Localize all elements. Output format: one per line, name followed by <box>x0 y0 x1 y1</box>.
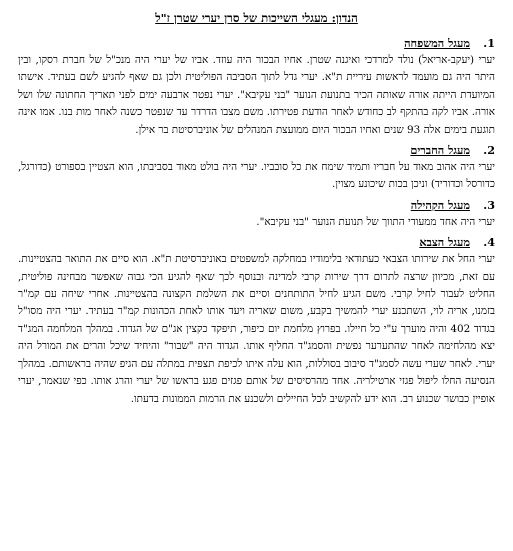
section-header <box>18 197 495 214</box>
section-community <box>18 197 495 231</box>
section-header <box>18 142 495 159</box>
section-body: יערי היה אחד ממעודי התווך של תנועת הנוער "בני עקיבא". <box>256 215 495 228</box>
section-friends <box>18 142 495 194</box>
section-heading: מעגל הצבא <box>419 235 470 250</box>
section-army <box>18 234 495 408</box>
document-title: הנדון: מעגלי השייכות של סרן יערי שטרן ז"ל <box>155 11 358 25</box>
section-number: 4. <box>483 235 495 250</box>
section-number: 2. <box>483 143 495 158</box>
section-heading: מעגל החברים <box>410 143 470 158</box>
section-header <box>18 234 495 251</box>
section-body: יערי היה אהוב מאוד על חבריו ותמיד שימח את כל סובביו. יערי היה בולט מאוד בסביבתו, הוא הצטיין בספורט (כדורגל, כדורסל וכדוריד) וניכן בכות שיכונע מצוין. <box>18 161 495 191</box>
section-header <box>18 35 495 52</box>
section-number: 3. <box>483 197 495 212</box>
section-heading: מעגל המשפחה <box>404 36 470 50</box>
section-number: 1. <box>483 36 495 50</box>
section-body: יערי החל את שירותו הצבאי כעתודאי בלימודיו במחלקה למשפטים באוניברסיטת ת"א. הוא סיים את התואר בהצטיינות. עם זאת, מכיוון שרצה לתרום דרך שירות קרבי למדינה ובנוסף לכך שאף להגיע הכי גבוה שאפשר מבחינה פוליטית, החליט לעבור לחיל קרבי. משם הגיע לחיל התותחנים וסיים את השלמת הקצונה בהצטיינות. אחרי שיחה עם קמ"ר בזמנו, אריה לוי, השתכנע יערי להמשיך בקבע, משום שאריה ויעד אותו לאחת הכהונות קמ"ר בעתיד. יערי היה מסו"ל בגדוד 402 והיה מוערך ע"י כל חיילו. בפרוץ מלחמת יום כיפור, תיפקד כקצין אג"ם של הגדוד. במהלך המלחמה המג"ד יצא מהלחימה לאחר שהתערער נפשית והסמג"ד החליף אותו. הגדוד היה "שבור" והיחיד שיכל והרים את המורל היה יערי. לאחר שערי עשה לסמג"ד סיבוב בסוללות, הוא עלה איתו לכיפת תצפית במתלה עם הגיפ שהיה בראשותם. במהלך הנסיעה החלו ליפול פגזי ארטילריה. אחד מהרסיסים של אותם פגזים פגע בראשו של יערי והרג אותו. כפי שנאמר, יערי אופיין כבושר שכנוע רב. הוא ידע להקשיב לכל החיילים ולשכנע את הרמות הממונות בדעתו. <box>18 253 495 405</box>
section-heading: מעגל הקהילה <box>410 197 470 212</box>
section-family <box>18 35 495 139</box>
section-body: יערי (יעקב-אריאל) נולד למרדכי ואיגנה שטרן. אחיו הבכור היה עוזד. אביו של יערי היה מנכ"ל של חברת רסקו, ובין היתר היה גם מועמד לראשות עיריית ת"א. יערי גדל לתוך הסביבה הפוליטית ולכן גם שאף להגיע לשם בעתיד. אישתו המיועדת הייתה אורה שאותה הכיר בתנועת הנוער "בני עקיבא". יערי נפטר ארבעה ימים לפני תאריך החתונה שלו ושל אורה. אביו לקה בהתקף לב כחודש לאחר הודעת פטירתו. משם מצבו הדרדר עד שנפטר כשנה לאחר מות בנו. אמו אינה תוגעת בימים אלה 93 שנים ואחיו הבכור היום ממועצת המנהלים של אוניברסיטת בר אילן. <box>18 54 495 136</box>
